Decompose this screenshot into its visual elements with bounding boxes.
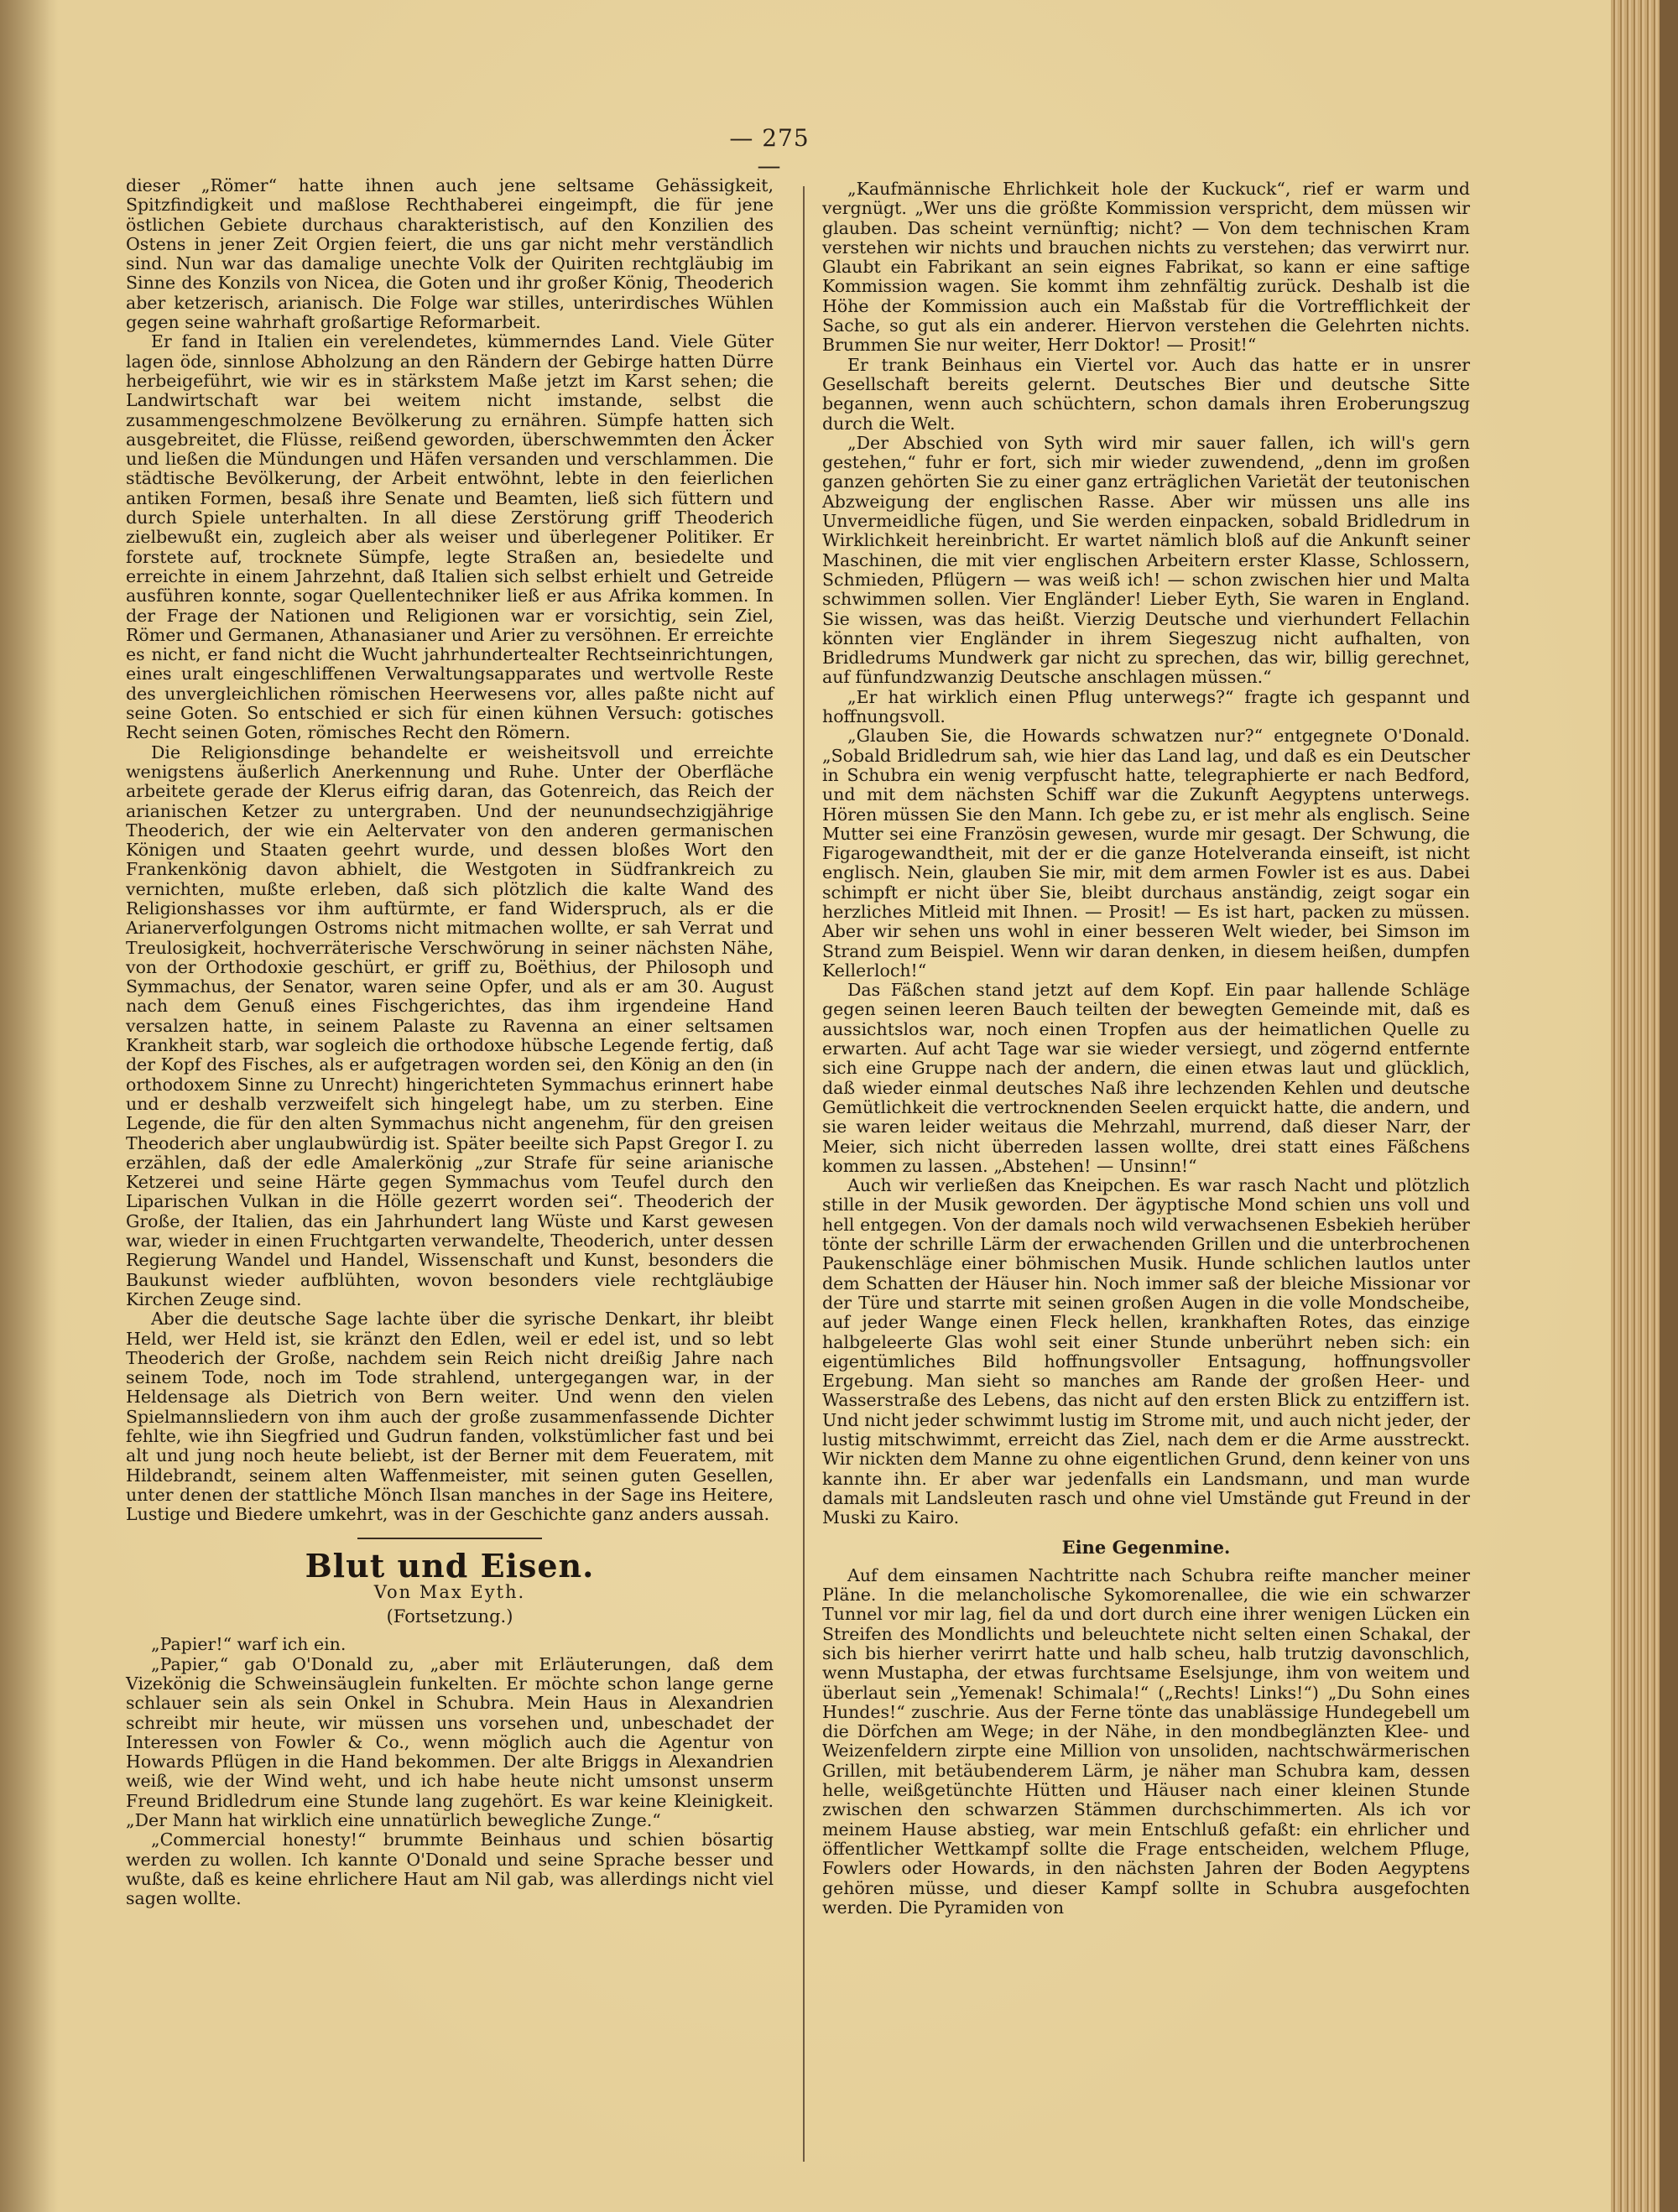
paragraph: Aber die deutsche Sage lachte über die syrische Denkart, ihr bleibt Held, wer Held ist, sie kränzt den Edlen, weil er edel ist, und so lebt Theoderich der Große, nachdem sein Reich nicht dreißig Jahre nach seinem Tode, noch im Tode strahlend, untergegangen war, in der Heldensage als Dietrich von Bern weiter. Und wenn den vielen Spielmannsliedern von ihm auch der große zusammenfassende Dichter fehlte, wie ihn Siegfried und Gudrun fanden, volkstümlicher fast und bei alt und jung noch heute beliebt, ist der Berner mit dem Feueratem, mit Hildebrandt, seinem alten Waffenmeister, mit seinen guten Gesellen, unter denen der stattliche Mönch Ilsan manches in der Sage ins Heitere, Lustige und Biedere umkehrt, was in der Geschichte ganz anders aussah. [126, 1309, 774, 1525]
article-continuation-note: (Fortsetzung.) [386, 1606, 513, 1627]
paragraph: dieser „Römer“ hatte ihnen auch jene seltsame Gehässigkeit, Spitzfindigkeit und maßlose Rechthaberei eingeimpft, die für jene östlichen Gebiete durchaus charakteristisch, auf den Konzilien des Ostens in jener Zeit Orgien feiert, die uns gar nicht mehr verständlich sind. Nun war das damalige unechte Volk der Quiriten rechtgläubig im Sinne des Konzils von Nicea, die Goten und ihr großer König, Theoderich aber ketzerisch, arianisch. Die Folge war stilles, unterirdisches Wühlen gegen seine wahrhaft großartige Reformarbeit. [126, 175, 774, 333]
paragraph: Er trank Beinhaus ein Viertel vor. Auch das hatte er in unsrer Gesellschaft bereits gelernt. Deutsches Bier und deutsche Sitte begannen, wenn auch schüchtern, schon damals ihren Eroberungszug durch die Welt. [822, 354, 1470, 434]
right-column [822, 180, 1470, 1918]
binding-gutter-shadow [0, 0, 59, 2212]
paragraph: Das Fäßchen stand jetzt auf dem Kopf. Ein paar hallende Schläge gegen seinen leeren Bauch teilten der bewegten Gemeinde mit, daß es aussichtslos war, noch einen Tropfen aus der heimatlichen Quelle zu erwarten. Auf acht Tage war sie wieder versiegt, und zögernd entfernte sich eine Gruppe nach der andern, die einen etwas laut und glücklich, daß wieder einmal deutsches Naß ihre lechzenden Kehlen und deutsche Gemütlichkeit die vertrocknenden Seelen erquickt hatte, die andern, und sie waren leider weitaus die Mehrzahl, murrend, daß dieser Narr, der Meier, sich nicht überreden lassen wollte, drei statt eines Fäßchens kommen zu lassen. „Abstehen! — Unsinn!“ [822, 980, 1470, 1176]
paragraph: „Der Abschied von Syth wird mir sauer fallen, ich will's gern gestehen,“ fuhr er fort, sich mir wieder zuwendend, „denn im großen ganzen gehörten Sie zu einer ganz erträglichen Varietät der teutonischen Abzweigung der englischen Rasse. Aber wir müssen uns alle ins Unvermeidliche fügen, und Sie werden einpacken, sobald Bridledrum in Wirklichkeit hereinbricht. Er wartet nämlich bloß auf die Ankunft seiner Maschinen, die mit vier englischen Arbeitern erster Klasse, Schlossern, Schmieden, Pflügern — was weiß ich! — schon zwischen hier und Malta schwimmen sollen. Vier Engländer! Lieber Eyth, Sie waren in England. Sie wissen, was das heißt. Vierzig Deutsche und vierhundert Fellachin könnten vier Engländer in ihrem Siegeszug nicht aufhalten, von Bridledrums Mundwerk gar nicht zu sprechen, das wir, billig gerechnet, auf fünfundzwanzig Deutsche anschlagen müssen.“ [822, 432, 1470, 688]
paragraph: Die Religionsdinge behandelte er weisheitsvoll und erreichte wenigstens äußerlich Anerkennung und Ruhe. Unter der Oberfläche arbeitete gerade der Klerus eifrig daran, das Gotenreich, das Reich der arianischen Ketzer zu untergraben. Und der neunundsechzigjährige Theoderich, der wie ein Aeltervater von den anderen germanischen Königen und Staaten geehrt wurde, und dessen bloßes Wort den Frankenkönig davon abhielt, die Westgoten in Südfrankreich zu vernichten, mußte erleben, daß sich plötzlich die kalte Wand des Religionshasses vor ihm auftürmte, er fand Widerspruch, als er die Arianerverfolgungen Ostroms nicht mitmachen wollte, er sah Verrat und Treulosigkeit, hochverräterische Verschwörung in seiner nächsten Nähe, von der Orthodoxie geschürt, er griff zu, Boëthius, der Philosoph und Symmachus, der Senator, waren seine Opfer, und als er am 30. August nach dem Genuß eines Fischgerichtes, das ihm irgendeine Hand versalzen hatte, in seinem Palaste zu Ravenna an einer seltsamen Krankheit starb, war sogleich die orthodoxe hübsche Legende fertig, daß der Kopf des Fisches, als er aufgetragen worden sei, den König an den (in orthodoxem Sinne zu Unrecht) hingerichteten Symmachus erinnert habe und er deshalb verzweifelt sich hingelegt habe, um zu sterben. Eine Legende, die für den alten Symmachus nicht angenehm, für den greisen Theoderich aber unglaubwürdig ist. Später beeilte sich Papst Gregor I. zu erzählen, daß der edle Amalerkönig „zur Strafe für seine arianische Ketzerei und seine Härte gegen Symmachus vom Teufel durch den Liparischen Vulkan in die Hölle gezerrt worden sei“. Theoderich der Große, der Italien, das ein Jahrhundert lang Wüste und Karst gewesen war, wieder in einen Fruchtgarten verwandelte, Theoderich, unter dessen Regierung Wandel und Handel, Wissenschaft und Kunst, besonders die Baukunst wieder aufblühten, wovon besonders viele rechtgläubige Kirchen Zeuge sind. [126, 742, 774, 1309]
paragraph: „Glauben Sie, die Howards schwatzen nur?“ entgegnete O'Donald. „Sobald Bridledrum sah, wie hier das Land lag, und daß es ein Deutscher in Schubra ein wenig verpfuscht hatte, telegraphierte er nach Bedford, und mit dem nächsten Schiff war die Zukunft Aegyptens unterwegs. Hören müssen Sie den Mann. Ich gebe zu, er ist mehr als englisch. Seine Mutter sei eine Französin gewesen, wurde mir gesagt. Der Schwung, die Figarogewandtheit, mit der er die ganze Hotelveranda einseift, ist nicht englisch. Nein, glauben Sie mir, mit dem armen Fowler ist es aus. Dabei schimpft er nicht über Sie, bleibt durchaus anständig, zeigt sogar ein herzliches Mitleid mit Ihnen. — Prosit! — Es ist hart, packen zu müssen. Aber wir sehen uns wohl in einer besseren Welt wieder, bei Simson im Strand zum Beispiel. Wenn wir daran denken, in diesem heißen, dumpfen Kellerloch!“ [822, 726, 1470, 981]
paragraph: „Papier!“ warf ich ein. [151, 1634, 347, 1655]
paragraph: Auf dem einsamen Nachtritte nach Schubra reifte mancher meiner Pläne. In die melancholische Sykomorenallee, die wie ein schwarzer Tunnel vor mir lag, fiel da und dort durch eine ihrer wenigen Lücken ein Streifen des Mondlichts und beleuchtete nicht selten einen Schakal, der sich bis hierher verirrt hatte und halb scheu, halb trutzig davonschlich, wenn Mustapha, der etwas furchtsame Eselsjunge, ihm von weitem und überlaut sein „Yemenak! Schimala!“ („Rechts! Links!“) „Du Sohn eines Hundes!“ zuschrie. Aus der Ferne tönte das unablässige Hundegebell um die Dörfchen am Wege; in der Nähe, in den mondbeglänzten Klee- und Weizenfeldern zirpte eine Million von unsoliden, nachtschwärmerischen Grillen, mit betäubenderem Lärm, je näher man Schubra kam, dessen helle, weißgetünchte Hütten und Häuser nach einer kleinen Stunde zwischen den schwarzen Stämmen durchschimmerten. Als ich vor meinem Hause abstieg, war mein Entschluß gefaßt: ein ehrlicher und öffentlicher Wettkampf sollte die Frage entscheiden, welchem Pfluge, Fowlers oder Howards, in den nächsten Jahren der Boden Aegyptens gehören müsse, und dieser Kampf sollte in Schubra ausgefochten werden. Die Pyramiden von [822, 1564, 1470, 1918]
paragraph: „Kaufmännische Ehrlichkeit hole der Kuckuck“, rief er warm und vergnügt. „Wer uns die größte Kommission verspricht, dem müssen wir glauben. Das scheint vernünftig; nicht? — Von dem technischen Kram verstehen wir nichts und brauchen nichts zu verstehen; das verwirrt nur. Glaubt ein Fabrikant an sein eignes Fabrikat, so kann er eine saftige Kommission wagen. Sie kommt ihm zehnfältig zurück. Deshalb ist die Höhe der Kommission auch ein Maßstab für die Vortrefflichkeit der Sache, so gut als ein anderer. Hiervon verstehen die Gelehrten nichts. Brummen Sie nur weiter, Herr Doktor! — Prosit!“ [822, 179, 1470, 356]
left-column [126, 176, 774, 1909]
page-number: — 275 — [729, 124, 810, 180]
paragraph: „Commercial honesty!“ brummte Beinhaus und schien bösartig werden zu wollen. Ich kannte O'Donald und seine Sprache besser und wußte, daß es keine ehrlichere Haut am Nil gab, was allerdings nicht viel sagen wollte. [126, 1829, 774, 1909]
article-byline: Von Max Eyth. [373, 1581, 526, 1602]
paragraph: „Papier,“ gab O'Donald zu, „aber mit Erläuterungen, daß dem Vizekönig die Schweinsäuglein funkelten. Er möchte schon lange gerne schlauer sein als sein Onkel in Schubra. Mein Haus in Alexandrien schreibt mir heute, wir müssen uns vorsehen und, unbeschadet der Interessen von Fowler & Co., wenn möglich auch die Agentur von Howards Pflügen in die Hand bekommen. Der alte Briggs in Alexandrien weiß, wie der Wind weht, und ich habe heute nicht umsonst unserm Freund Bridledrum eine Stunde lang zugehört. Es war keine Kleinigkeit. „Der Mann hat wirklich eine unnatürlich bewegliche Zunge.“ [126, 1653, 774, 1831]
section-subheading: Eine Gegenmine. [1061, 1537, 1231, 1559]
page-edge-stack [1611, 0, 1678, 2212]
section-divider [357, 1538, 542, 1539]
paragraph: Auch wir verließen das Kneipchen. Es war rasch Nacht und plötzlich stille in der Musik geworden. Der ägyptische Mond schien uns voll und hell entgegen. Von der damals noch wild verwachsenen Esbekieh herüber tönte der schrille Lärm der erwachenden Grillen und die unterbrochenen Paukenschläge einer böhmischen Musik. Hunde schlichen lautlos unter dem Schatten der Häuser hin. Noch immer saß der bleiche Missionar vor der Türe und starrte mit seinen großen Augen in die volle Mondscheibe, auf jeder Wange einen Fleck hellen, krankhaften Rotes, das einzige halbgeleerte Glas wohl seit einer Stunde unberührt neben sich: ein eigentümliches Bild hoffnungsvoller Entsagung, hoffnungsvoller Ergebung. Man sieht so manches am Rande der großen Heer- und Wasserstraße des Lebens, das nicht auf den ersten Blick zu entziffern ist. Und nicht jeder schwimmt lustig im Strome mit, und auch nicht jeder, der lustig mitschwimmt, erreicht das Ziel, nach dem er die Arme ausstreckt. Wir nickten dem Manne zu ohne eigentlichen Grund, denn keiner von uns kannte ihn. Er aber war jedenfalls ein Landsmann, und man wurde damals mit Landsleuten rasch und ohne viel Umstände gut Freund in der Muski zu Kairo. [822, 1175, 1470, 1528]
column-divider [803, 186, 805, 2162]
paragraph: „Er hat wirklich einen Pflug unterwegs?“ fragte ich gespannt und hoffnungsvoll. [822, 686, 1470, 727]
article-title: Blut und Eisen. [305, 1547, 595, 1585]
paragraph: Er fand in Italien ein verelendetes, kümmerndes Land. Viele Güter lagen öde, sinnlose Abholzung an den Rändern der Gebirge hatten Dürre herbeigeführt, wie wir es in stärkstem Maße jetzt im Karst sehen; die Landwirtschaft war bei weitem nicht imstande, selbst die zusammengeschmolzene Bevölkerung zu ernähren. Sümpfe hatten sich ausgebreitet, die Flüsse, reißend geworden, überschwemmten den Äcker und ließen die Mündungen und Häfen versanden und verschlammen. Die städtische Bevölkerung, der Arbeit entwöhnt, lebte in den feierlichen antiken Formen, besaß ihre Senate und Beamten, ließ sich füttern und durch Spiele unterhalten. In all diese Zerstörung griff Theoderich zielbewußt ein, zugleich aber als weiser und überlegener Politiker. Er forstete auf, trocknete Sümpfe, legte Straßen an, besiedelte und erreichte in einem Jahrzehnt, daß Italien sich selbst erhielt und Getreide ausführen konnte, sogar Quellentechniker ließ er aus Afrika kommen. In der Frage der Nationen und Religionen war er vorsichtig, sein Ziel, Römer und Germanen, Athanasianer und Arier zu versöhnen. Er erreichte es nicht, er fand nicht die Wucht jahrhundertealter Rechtseinrichtungen, eines uralt eingeschliffenen Verwaltungsapparates und wertvolle Reste des unvergleichlichen römischen Heerwesens vor, alles paßte nicht auf seine Goten. So entschied er sich für einen kühnen Versuch: gotisches Recht seinen Goten, römisches Recht den Römern. [126, 331, 774, 743]
